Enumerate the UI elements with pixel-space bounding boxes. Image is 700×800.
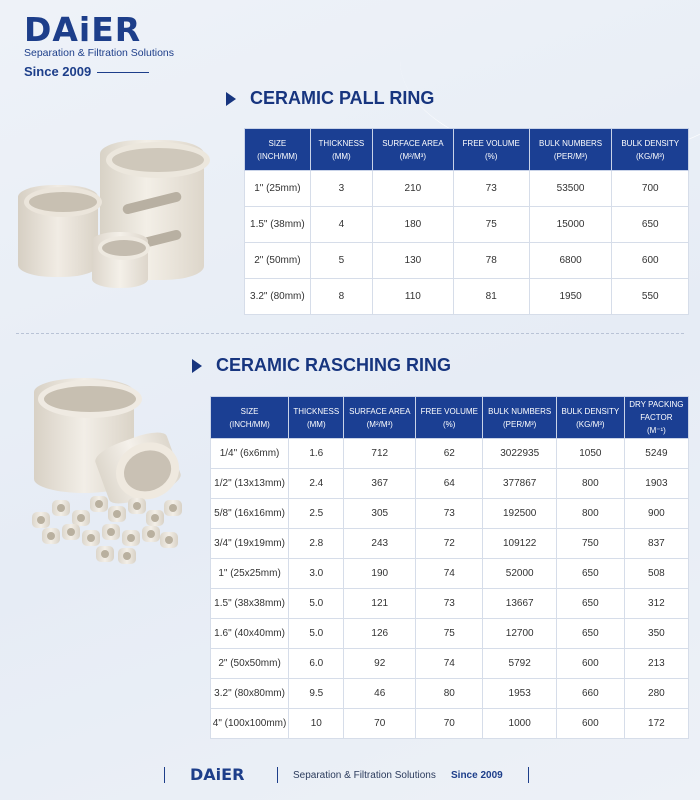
table-cell: 53500 xyxy=(529,171,612,207)
table-cell: 1.5" (38mm) xyxy=(245,207,311,243)
table-cell: 900 xyxy=(624,499,688,529)
table-row xyxy=(211,529,689,559)
table-row xyxy=(211,469,689,499)
mini-ring xyxy=(52,500,70,516)
column-header-line: BULK DENSITY xyxy=(621,138,680,148)
table-cell: 280 xyxy=(624,679,688,709)
pall-ring-medium-image xyxy=(18,185,98,277)
mini-ring xyxy=(164,500,182,516)
column-header-line: DRY PACKING xyxy=(629,400,684,409)
mini-ring xyxy=(128,498,146,514)
table-cell: 367 xyxy=(344,469,416,499)
table-cell: 508 xyxy=(624,559,688,589)
column-header-line: (M⁻¹) xyxy=(646,426,666,435)
table-cell: 8 xyxy=(310,279,372,315)
column-header-line: FREE VOLUME xyxy=(462,138,520,148)
table-cell: 600 xyxy=(612,243,689,279)
table-cell: 75 xyxy=(416,619,483,649)
table-row xyxy=(211,559,689,589)
column-header xyxy=(483,397,556,439)
mini-ring xyxy=(96,546,114,562)
column-header-line: FREE VOLUME xyxy=(420,406,478,416)
mini-ring xyxy=(102,524,120,540)
mini-ring xyxy=(90,496,108,512)
mini-ring xyxy=(42,528,60,544)
mini-ring xyxy=(160,532,178,548)
table-cell: 15000 xyxy=(529,207,612,243)
table-header-row xyxy=(245,129,689,171)
table-cell: 1.6 xyxy=(289,439,344,469)
column-header xyxy=(612,129,689,171)
footer-divider xyxy=(528,767,529,783)
column-header-line: BULK NUMBERS xyxy=(488,406,552,416)
table-cell: 6.0 xyxy=(289,649,344,679)
mini-ring xyxy=(146,510,164,526)
table-row xyxy=(245,171,689,207)
table-cell: 74 xyxy=(416,649,483,679)
column-header-line: (KG/M³) xyxy=(576,419,605,429)
table-cell: 4" (100x100mm) xyxy=(211,709,289,739)
brand-logo: DAiER xyxy=(24,10,142,49)
table-cell: 312 xyxy=(624,589,688,619)
column-header xyxy=(416,397,483,439)
table-cell: 550 xyxy=(612,279,689,315)
table-cell: 1.6" (40x40mm) xyxy=(211,619,289,649)
table-cell: 5 xyxy=(310,243,372,279)
table-cell: 2.8 xyxy=(289,529,344,559)
table-cell: 3.2" (80mm) xyxy=(245,279,311,315)
column-header-line: (PER/M³) xyxy=(553,151,588,161)
column-header-line: (MM) xyxy=(306,419,326,429)
pall-ring-slot xyxy=(122,191,183,215)
column-header-line: (KG/M³) xyxy=(636,151,665,161)
table-row xyxy=(211,709,689,739)
column-header xyxy=(373,129,454,171)
table-cell: 5.0 xyxy=(289,589,344,619)
table-row xyxy=(211,679,689,709)
column-header-line: SIZE xyxy=(268,138,287,148)
table-row xyxy=(211,589,689,619)
table-cell: 46 xyxy=(344,679,416,709)
table-cell: 660 xyxy=(556,679,624,709)
brand-since: Since 2009 xyxy=(24,64,92,79)
column-header xyxy=(245,129,311,171)
table-cell: 1953 xyxy=(483,679,556,709)
table-cell: 377867 xyxy=(483,469,556,499)
table-cell: 10 xyxy=(289,709,344,739)
table-cell: 70 xyxy=(344,709,416,739)
footer-since: Since 2009 xyxy=(451,770,503,781)
column-header-line: (%) xyxy=(484,151,498,161)
column-header xyxy=(344,397,416,439)
table-cell: 74 xyxy=(416,559,483,589)
table-header-row xyxy=(211,397,689,439)
table-cell: 650 xyxy=(612,207,689,243)
column-header xyxy=(556,397,624,439)
mini-ring xyxy=(142,526,160,542)
table-cell: 9.5 xyxy=(289,679,344,709)
triangle-bullet-icon xyxy=(192,359,202,373)
table-cell: 78 xyxy=(453,243,529,279)
pall-section-title xyxy=(226,88,434,109)
table-cell: 73 xyxy=(453,171,529,207)
column-header-line: THICKNESS xyxy=(293,406,340,416)
column-header xyxy=(453,129,529,171)
column-header-line: (INCH/MM) xyxy=(229,419,270,429)
table-cell: 110 xyxy=(373,279,454,315)
triangle-bullet-icon xyxy=(226,92,236,106)
footer-logo: DAiER xyxy=(190,765,245,784)
table-cell: 3/4" (19x19mm) xyxy=(211,529,289,559)
table-cell: 213 xyxy=(624,649,688,679)
table-cell: 600 xyxy=(556,649,624,679)
table-cell: 305 xyxy=(344,499,416,529)
column-header xyxy=(529,129,612,171)
table-cell: 62 xyxy=(416,439,483,469)
mini-ring xyxy=(32,512,50,528)
header-divider-line xyxy=(97,72,149,73)
table-cell: 1050 xyxy=(556,439,624,469)
column-header-line: BULK NUMBERS xyxy=(539,138,603,148)
table-cell: 52000 xyxy=(483,559,556,589)
table-cell: 1000 xyxy=(483,709,556,739)
rasching-ring-table xyxy=(210,396,689,739)
table-cell: 1/2" (13x13mm) xyxy=(211,469,289,499)
table-cell: 650 xyxy=(556,559,624,589)
table-cell: 13667 xyxy=(483,589,556,619)
table-cell: 190 xyxy=(344,559,416,589)
footer-divider xyxy=(164,767,165,783)
table-cell: 4 xyxy=(310,207,372,243)
table-row xyxy=(211,619,689,649)
table-cell: 72 xyxy=(416,529,483,559)
column-header-line: (MM) xyxy=(332,151,351,161)
brand-tagline: Separation & Filtration Solutions xyxy=(24,47,174,59)
table-cell: 750 xyxy=(556,529,624,559)
column-header xyxy=(310,129,372,171)
table-cell: 5.0 xyxy=(289,619,344,649)
table-cell: 6800 xyxy=(529,243,612,279)
table-row xyxy=(211,439,689,469)
table-cell: 121 xyxy=(344,589,416,619)
table-cell: 73 xyxy=(416,499,483,529)
column-header-line: SURFACE AREA xyxy=(349,406,411,416)
table-cell: 109122 xyxy=(483,529,556,559)
pall-title-text: CERAMIC PALL RING xyxy=(250,88,435,108)
mini-ring xyxy=(108,506,126,522)
table-cell: 172 xyxy=(624,709,688,739)
column-header-line: SURFACE AREA xyxy=(382,138,444,148)
table-cell: 192500 xyxy=(483,499,556,529)
table-cell: 2" (50x50mm) xyxy=(211,649,289,679)
table-cell: 650 xyxy=(556,589,624,619)
table-cell: 1/4" (6x6mm) xyxy=(211,439,289,469)
column-header-line: (%) xyxy=(443,419,456,429)
table-cell: 75 xyxy=(453,207,529,243)
table-cell: 3022935 xyxy=(483,439,556,469)
column-header-line: (INCH/MM) xyxy=(257,151,298,161)
table-cell: 73 xyxy=(416,589,483,619)
rasching-section-title xyxy=(192,355,451,376)
table-cell: 12700 xyxy=(483,619,556,649)
pall-ring-table xyxy=(244,128,689,315)
table-cell: 350 xyxy=(624,619,688,649)
table-cell: 130 xyxy=(373,243,454,279)
mini-ring xyxy=(62,524,80,540)
table-cell: 210 xyxy=(373,171,454,207)
table-cell: 1.5" (38x38mm) xyxy=(211,589,289,619)
table-cell: 800 xyxy=(556,469,624,499)
mini-ring xyxy=(122,530,140,546)
mini-ring xyxy=(118,548,136,564)
column-header xyxy=(211,397,289,439)
column-header-line: FACTOR xyxy=(640,413,673,422)
table-cell: 70 xyxy=(416,709,483,739)
table-cell: 650 xyxy=(556,619,624,649)
table-row xyxy=(245,207,689,243)
table-cell: 3.2" (80x80mm) xyxy=(211,679,289,709)
table-cell: 64 xyxy=(416,469,483,499)
pall-ring-small-image xyxy=(92,232,148,288)
table-cell: 2.5 xyxy=(289,499,344,529)
table-row xyxy=(211,499,689,529)
table-cell: 180 xyxy=(373,207,454,243)
column-header-line: THICKNESS xyxy=(318,138,365,148)
table-cell: 700 xyxy=(612,171,689,207)
table-cell: 712 xyxy=(344,439,416,469)
table-cell: 81 xyxy=(453,279,529,315)
section-divider xyxy=(16,333,684,334)
table-cell: 80 xyxy=(416,679,483,709)
table-row xyxy=(211,649,689,679)
table-cell: 2.4 xyxy=(289,469,344,499)
column-header-line: (M²/M³) xyxy=(399,151,426,161)
table-cell: 1950 xyxy=(529,279,612,315)
table-cell: 600 xyxy=(556,709,624,739)
table-cell: 3 xyxy=(310,171,372,207)
table-cell: 2" (50mm) xyxy=(245,243,311,279)
table-cell: 92 xyxy=(344,649,416,679)
table-cell: 3.0 xyxy=(289,559,344,589)
footer-divider xyxy=(277,767,278,783)
footer-tagline: Separation & Filtration Solutions xyxy=(293,770,436,781)
column-header-line: (M²/M³) xyxy=(366,419,393,429)
column-header xyxy=(289,397,344,439)
table-cell: 243 xyxy=(344,529,416,559)
table-cell: 1" (25mm) xyxy=(245,171,311,207)
table-cell: 126 xyxy=(344,619,416,649)
table-cell: 800 xyxy=(556,499,624,529)
table-row xyxy=(245,279,689,315)
column-header xyxy=(624,397,688,439)
table-cell: 1903 xyxy=(624,469,688,499)
table-cell: 5/8" (16x16mm) xyxy=(211,499,289,529)
mini-ring xyxy=(82,530,100,546)
table-cell: 5249 xyxy=(624,439,688,469)
table-row xyxy=(245,243,689,279)
column-header-line: (PER/M³) xyxy=(503,419,537,429)
column-header-line: SIZE xyxy=(240,406,259,416)
table-cell: 1" (25x25mm) xyxy=(211,559,289,589)
column-header-line: BULK DENSITY xyxy=(561,406,620,416)
table-cell: 5792 xyxy=(483,649,556,679)
rasching-title-text: CERAMIC RASCHING RING xyxy=(216,355,452,375)
table-cell: 837 xyxy=(624,529,688,559)
